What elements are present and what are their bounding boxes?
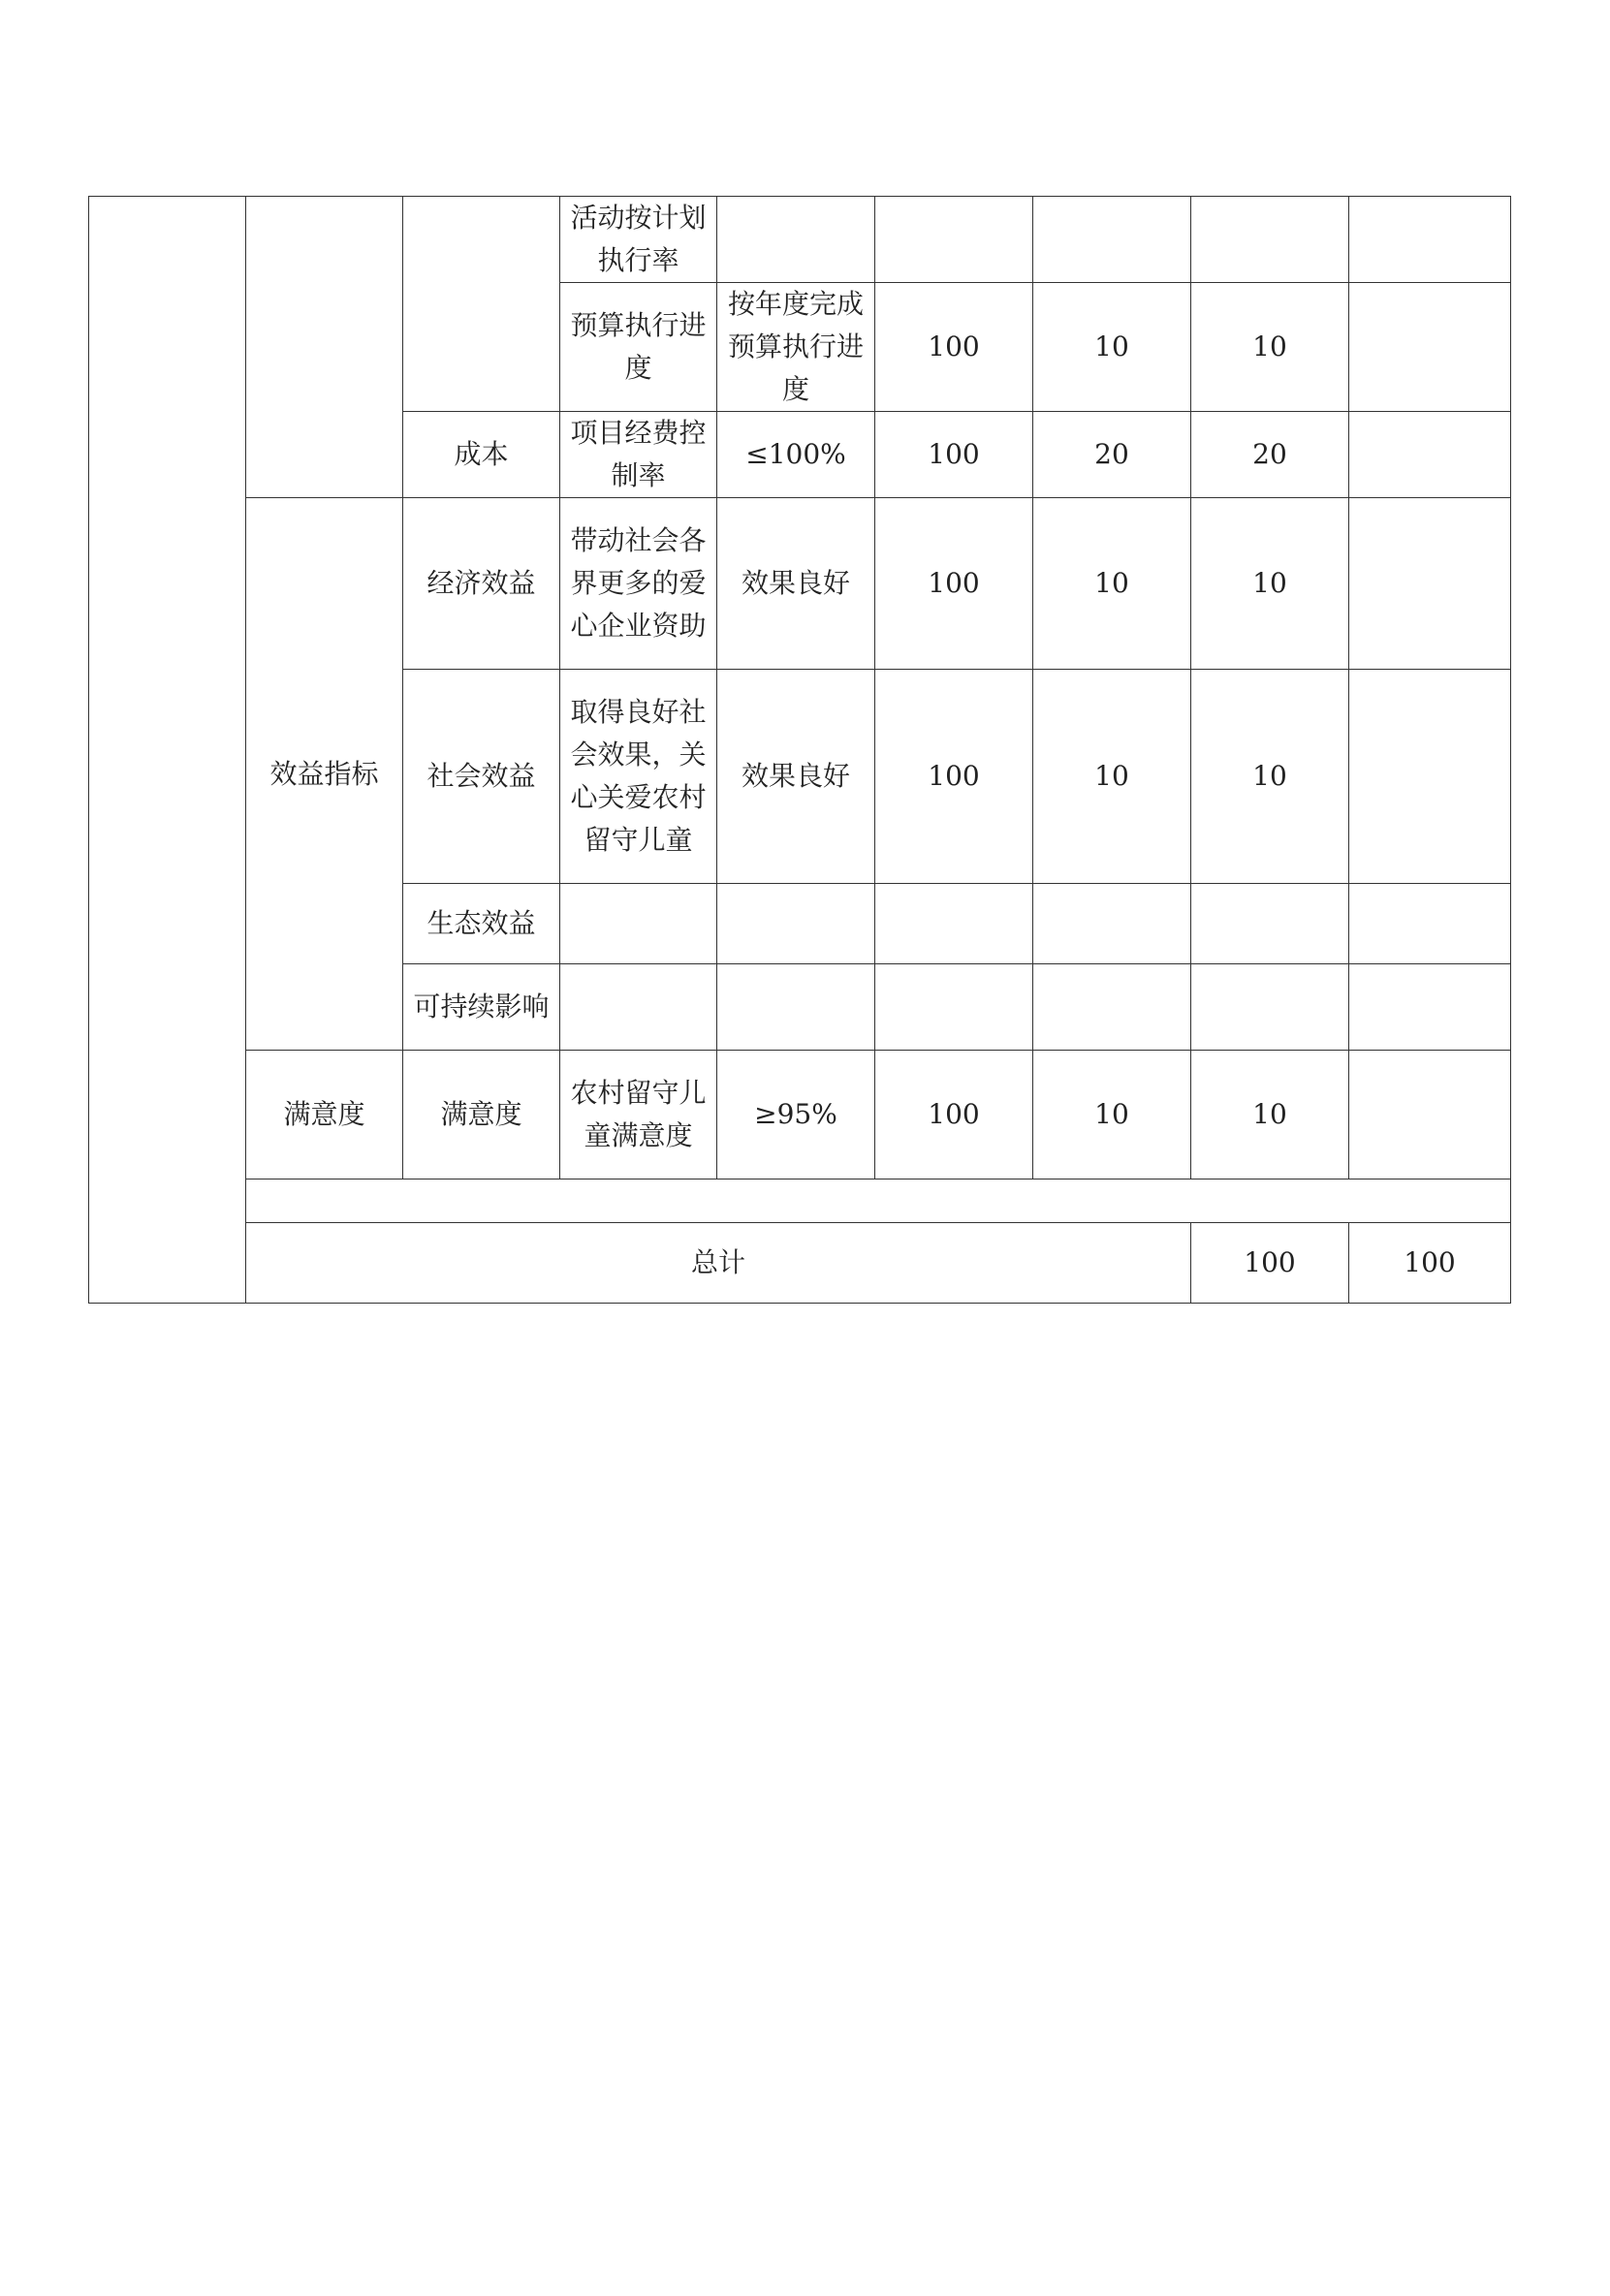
total-row xyxy=(89,1223,1511,1304)
level2-ecological: 生态效益 xyxy=(403,884,560,964)
indicator-budget: 预算执行进度 xyxy=(560,283,717,412)
full-activity xyxy=(875,197,1033,283)
note-satisfaction xyxy=(1349,1051,1511,1179)
score-ecological xyxy=(1191,884,1349,964)
note-sustain xyxy=(1349,964,1511,1051)
level1-benefit: 效益指标 xyxy=(246,498,403,1051)
level2-cell xyxy=(403,197,560,412)
indicator-economic: 带动社会各界更多的爱心企业资助 xyxy=(560,498,717,670)
performance-table xyxy=(88,196,1511,1304)
table-row xyxy=(89,498,1511,670)
indicator-ecological xyxy=(560,884,717,964)
level2-satisfaction: 满意度 xyxy=(403,1051,560,1179)
score-cost: 20 xyxy=(1191,412,1349,498)
note-cost xyxy=(1349,412,1511,498)
indicator-cost: 项目经费控制率 xyxy=(560,412,717,498)
target-economic: 效果良好 xyxy=(717,498,875,670)
empty-row-cell xyxy=(246,1179,1511,1223)
level2-sustain: 可持续影响 xyxy=(403,964,560,1051)
full-satisfaction: 100 xyxy=(875,1051,1033,1179)
full-ecological xyxy=(875,884,1033,964)
indicator-sustain xyxy=(560,964,717,1051)
weight-sustain xyxy=(1033,964,1191,1051)
score-activity xyxy=(1191,197,1349,283)
target-satisfaction: ≥95% xyxy=(717,1051,875,1179)
total-score: 100 xyxy=(1349,1223,1511,1304)
note-activity xyxy=(1349,197,1511,283)
category-cell xyxy=(89,197,246,1304)
score-economic: 10 xyxy=(1191,498,1349,670)
full-cost: 100 xyxy=(875,412,1033,498)
weight-social: 10 xyxy=(1033,670,1191,884)
indicator-satisfaction: 农村留守儿童满意度 xyxy=(560,1051,717,1179)
full-social: 100 xyxy=(875,670,1033,884)
full-economic: 100 xyxy=(875,498,1033,670)
weight-activity xyxy=(1033,197,1191,283)
level2-social: 社会效益 xyxy=(403,670,560,884)
table-row xyxy=(89,1179,1511,1223)
score-social: 10 xyxy=(1191,670,1349,884)
indicator-social: 取得良好社会效果，关心关爱农村留守儿童 xyxy=(560,670,717,884)
score-budget: 10 xyxy=(1191,283,1349,412)
note-social xyxy=(1349,670,1511,884)
level2-cost: 成本 xyxy=(403,412,560,498)
target-activity xyxy=(717,197,875,283)
level2-economic: 经济效益 xyxy=(403,498,560,670)
level1-cell xyxy=(246,197,403,498)
indicator-activity: 活动按计划执行率 xyxy=(560,197,717,283)
target-social: 效果良好 xyxy=(717,670,875,884)
weight-satisfaction: 10 xyxy=(1033,1051,1191,1179)
note-ecological xyxy=(1349,884,1511,964)
full-sustain xyxy=(875,964,1033,1051)
table-row xyxy=(89,197,1511,283)
weight-cost: 20 xyxy=(1033,412,1191,498)
weight-economic: 10 xyxy=(1033,498,1191,670)
score-satisfaction: 10 xyxy=(1191,1051,1349,1179)
level1-satisfaction: 满意度 xyxy=(246,1051,403,1179)
table-row xyxy=(89,1051,1511,1179)
target-cost: ≤100% xyxy=(717,412,875,498)
note-economic xyxy=(1349,498,1511,670)
total-weight: 100 xyxy=(1191,1223,1349,1304)
target-ecological xyxy=(717,884,875,964)
total-label: 总计 xyxy=(246,1223,1191,1304)
target-sustain xyxy=(717,964,875,1051)
weight-budget: 10 xyxy=(1033,283,1191,412)
full-budget: 100 xyxy=(875,283,1033,412)
note-budget xyxy=(1349,283,1511,412)
weight-ecological xyxy=(1033,884,1191,964)
score-sustain xyxy=(1191,964,1349,1051)
target-budget: 按年度完成预算执行进度 xyxy=(717,283,875,412)
